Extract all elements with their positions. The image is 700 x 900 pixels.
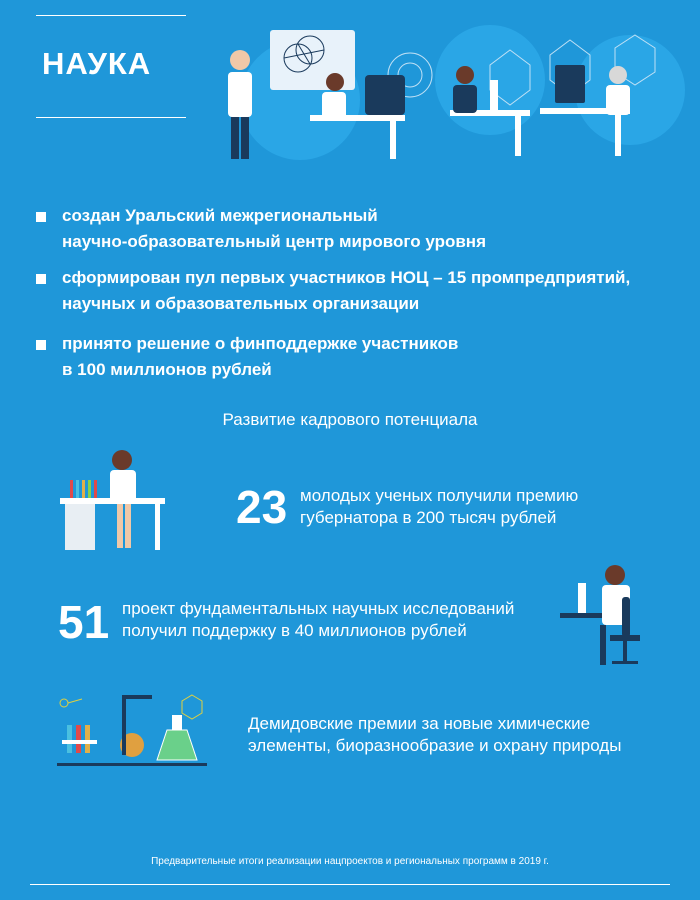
bullet-marker	[36, 274, 46, 284]
scientist-standing-icon	[228, 50, 252, 159]
scientist-microscope-illustration	[560, 555, 660, 675]
lab-desk-leg	[515, 116, 521, 156]
lab-desk-leg	[390, 121, 396, 159]
stat-line: молодых ученых получили премию	[300, 486, 579, 505]
scientist-microscope-icon	[453, 66, 477, 113]
bullet-line: в 100 миллионов рублей	[62, 360, 272, 379]
desk-leg	[155, 504, 160, 550]
scientist-computer-icon	[606, 66, 630, 115]
stat-number: 23	[236, 481, 288, 533]
monitor-icon	[555, 65, 585, 103]
microscope-icon	[490, 80, 498, 110]
flask-icon	[157, 715, 197, 760]
bullet-item	[62, 331, 458, 383]
stat-line: получил поддержку в 40 миллионов рублей	[122, 621, 467, 640]
title-rule-top	[36, 15, 186, 16]
table-top	[560, 613, 605, 618]
stat-line: губернатора в 200 тысяч рублей	[300, 508, 557, 527]
bullet-line: научных и образовательных организации	[62, 294, 420, 313]
lab-scientists-illustration	[210, 20, 680, 170]
stat-description	[122, 598, 514, 642]
burner-icon	[120, 695, 152, 757]
desk-top	[60, 498, 165, 504]
scientist-desk-illustration	[60, 440, 170, 560]
stat-description	[248, 713, 621, 757]
footer-note: Предварительные итоги реализации нацпроектов и региональных программ в 2019 г.	[151, 856, 549, 867]
bullet-item	[62, 265, 630, 317]
stat-number: 51	[58, 596, 110, 648]
stat-line: элементы, биоразнообразие и охрану природы	[248, 736, 622, 755]
bullet-item	[62, 203, 486, 255]
microscope-icon	[578, 583, 586, 613]
bullet-line: сформирован пул первых участников НОЦ – 15 промпредприятий,	[62, 268, 631, 287]
lab-machine	[365, 75, 405, 115]
stat-line: проект фундаментальных научных исследований	[122, 599, 515, 618]
test-tubes-icon	[62, 725, 97, 753]
bullet-line: создан Уральский межрегиональный	[62, 206, 378, 225]
bullet-marker	[36, 340, 46, 350]
footer-rule	[30, 884, 670, 885]
chemistry-set-illustration	[52, 685, 217, 770]
test-tubes-icon	[70, 480, 97, 498]
bullet-marker	[36, 212, 46, 222]
section-heading: Развитие кадрового потенциала	[222, 410, 478, 429]
bullet-line: научно-образовательный центр мирового уровня	[62, 232, 486, 251]
lab-desk-leg	[615, 114, 621, 156]
bullet-line: принято решение о финподдержке участников	[62, 334, 459, 353]
desk-drawers	[65, 504, 95, 550]
title-rule-bottom	[36, 117, 186, 118]
stat-line: Демидовские премии за новые химические	[248, 714, 591, 733]
bench-line	[57, 763, 207, 766]
stat-description	[300, 485, 578, 529]
page-title: НАУКА	[42, 46, 152, 81]
